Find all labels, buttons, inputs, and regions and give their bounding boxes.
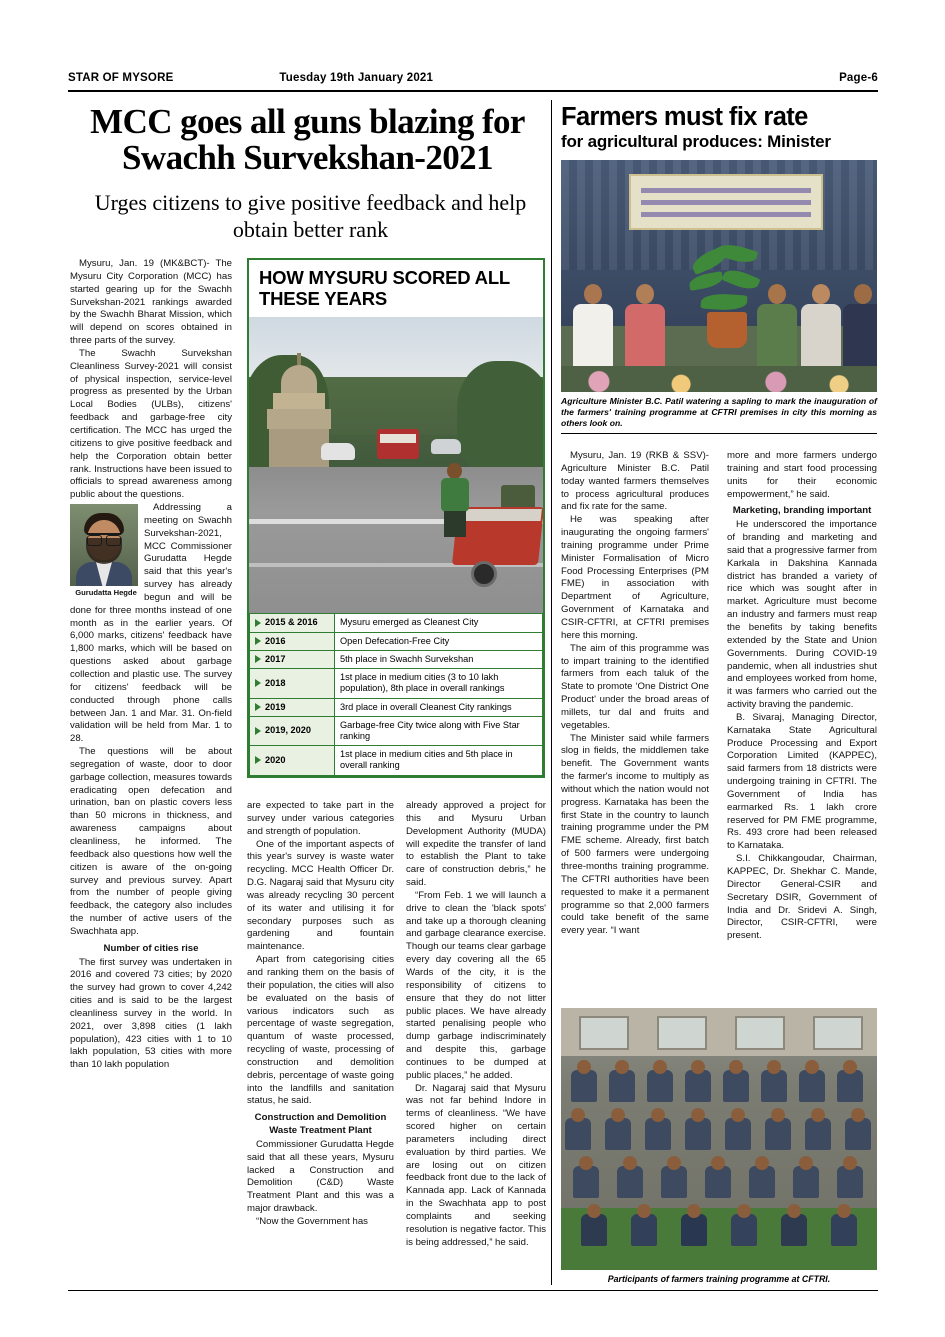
paragraph: The Minister said while farmers slog in fields, the middlemen take benefit. The Government wants the farmer's income to multiply as without which the nation would not progress. Karnataka has been the first State in the country to launch training programme under the PM FME scheme. Already, first batch of 500 farmers were undergoing three-months training programme. The CFTRI authorities have been requested to make it a permanent programme so that 2,000 farmers could take benefit of the same every year. “I want <box>561 732 709 937</box>
arrow-icon <box>255 619 261 627</box>
paragraph: Dr. Nagaraj said that Mysuru was not far behind Indore in terms of cleanliness. “We have scored higher on certain parameters including direct evaluation by third parties. We are losing out on citizen feedback front due to the lack of Kannada app. Lack of Kannada in the Swachhata app to post complaints and seeking resolution is negative factor. This is being addressed,” he said. <box>406 1082 546 1248</box>
table-cell-year: 2017 <box>250 650 335 668</box>
paragraph: He underscored the importance of branding and marketing and said that a progressive farmer from Karkala in Dakshina Kannada district has branded a variety of rice which was sought after in market. Agriculture must become an industry and farmers must reap the benefits by taking benefits extended by the State and Union Governments. During COVID-19 pandemic, when all industries shut and employees worked from home, it was farmers who carried out the activity braving the pandemic. <box>727 519 877 711</box>
arrow-icon <box>255 703 261 711</box>
arrow-icon <box>255 756 261 764</box>
paragraph: already approved a project for this and Mysuru Urban Development Authority (MUDA) will expedite the transfer of land to establish the Plant to take care of construction debris,” he said. <box>406 800 546 889</box>
paragraph: B. Sivaraj, Managing Director, Karnataka State Agricultural Produce Processing and Export Corporation Limited (KAPPEC), said farmers from 18 districts were undergoing training in CFTRI. The Government of India has earmarked Rs. 1 lakh crore reserved for PM FME programme, Rs. 493 crore had been released to Karnataka. <box>727 711 877 852</box>
paragraph: more and more farmers undergo training and start food processing units for their economic empowerment,” he said. <box>727 450 877 500</box>
issue-date: Tuesday 19th January 2021 <box>279 72 434 84</box>
footer-rule <box>68 1290 878 1291</box>
paragraph: The first survey was undertaken in 2016 and covered 73 cities; by 2020 the survey had grown to cover 4,242 cities and is said to be the largest cleanliness survey in the world. In 2021, over 3,898 cities (1 lakh population), 423 cities with 1 to 10 lakh population, 53 cities with more than 10 lakh population <box>70 956 232 1071</box>
arrow-icon <box>255 679 261 687</box>
portrait-photo <box>70 504 138 586</box>
left-column-1 <box>70 258 232 1072</box>
table-cell-year: 2020 <box>250 746 335 775</box>
right-column-2 <box>727 450 877 943</box>
infobox-how-mysuru-scored <box>247 258 545 778</box>
table-cell-text: Mysuru emerged as Cleanest City <box>335 614 543 632</box>
paragraph: Commissioner Gurudatta Hegde said that all these years, Mysuru lacked a Construction and Demolition (C&D) Waste Treatment Plant and this was a major drawback. <box>247 1138 394 1215</box>
table-row <box>250 650 543 668</box>
photo-minister-watering-sapling <box>561 160 877 392</box>
paragraph: The Swachh Survekshan Cleanliness Survey-2021 will consist of physical inspection, service-level progress as presented by the Urban Local Bodies (ULBs), citizens' feedback and garbage-free city certification. The MCC has urged the citizens to give positive feedback and help the Corporation obtain better rank. Instructions have been issued to officials to spread awareness among public about the questions. <box>70 347 232 501</box>
table-cell-year: 2015 & 2016 <box>250 614 335 632</box>
paragraph: are expected to take part in the survey under various categories and strength of population. <box>247 800 394 837</box>
paragraph: S.I. Chikkangoudar, Chairman, KAPPEC, Dr. Shekhar C. Mande, Director General-CSIR and Secretary DSIR, Government of India and Dr. Sridevi A. Singh, Director, CSIR-CFTRI, were present. <box>727 853 877 942</box>
right-column-1 <box>561 450 709 938</box>
table-row <box>250 716 543 745</box>
table-cell-year: 2018 <box>250 669 335 698</box>
publication-name: STAR OF MYSORE <box>68 72 174 84</box>
masthead <box>68 72 878 84</box>
subheading: Construction and Demolition Waste Treatment Plant <box>254 1112 387 1137</box>
table-cell-text: 1st place in medium cities (3 to 10 lakh population), 8th place in overall rankings <box>335 669 543 698</box>
left-headline: MCC goes all guns blazing for Swachh Survekshan-2021 <box>90 102 525 178</box>
paragraph: Mysuru, Jan. 19 (MK&BCT)- The Mysuru City Corporation (MCC) has started gearing up for the Swachh Survekshan-2021 rankings awarded by the Swachh Bharat Mission, which will depend on scores obtained in three parts of the survey. <box>70 258 232 347</box>
paragraph: Apart from categorising cities and ranking them on the basis of their population, the cities will also be evaluated on the basis of various indicators such as percentage of waste segregation, quantum of waste processed, recycling of waste, processing of construction and demolition debris, percentage of waste going into the landfills and sanitation status, he said. <box>247 954 394 1107</box>
paragraph: The questions will be about segregation of waste, door to door garbage collection, measures towards eradicating open defecation and urination, ban on plastic covers less than 50 microns in thickness, and awareness campaigns about cleanliness, he informed. The feedback also questions how well the citizen is aware of the on-going survey and previous survey. Apart from the number of people giving feedback, the category also includes the number of active users of the Swachhata app. <box>70 746 232 937</box>
table-cell-year: 2016 <box>250 632 335 650</box>
paragraph: The aim of this programme was to impart training to the identified farmers from each taluk of the State to promote ‘One District One Product' under the broad areas of millets, tur dal and fruits and vegetables. <box>561 642 709 731</box>
table-cell-text: 1st place in medium cities and 5th place in overall ranking <box>335 746 543 775</box>
table-cell-year: 2019 <box>250 698 335 716</box>
portrait-caption: Gurudatta Hegde <box>75 588 137 598</box>
right-headline-main: Farmers must fix rate <box>561 103 808 131</box>
portrait-figure <box>70 504 138 597</box>
paragraph: Mysuru, Jan. 19 (RKB & SSV)- Agriculture Minister B.C. Patil today wanted farmers themselves to process agricultural produces and fix rate for the same. <box>561 450 709 513</box>
paragraph: He was speaking after inaugurating the ongoing farmers' training programme under Prime Minister Formalisation of Micro Food Processing Enterprises (PM FME) in association with Department of Agriculture, Government of Karnataka and CSIR-CFTRI, at CFTRI premises here this morning. <box>561 514 709 641</box>
subheading: Marketing, branding important <box>732 505 872 517</box>
infobox-photo <box>249 317 543 613</box>
subheading: Number of cities rise <box>103 942 199 954</box>
paragraph: One of the important aspects of this year's survey is waste water recycling. MCC Health Officer Dr. D.G. Nagaraj said that Mysuru city was already recycling 30 percent of its water and utilising it for secondary purposes such as gardening and fountain maintenance. <box>247 838 394 953</box>
arrow-icon <box>255 655 261 663</box>
column-divider <box>551 100 552 1285</box>
left-column-2 <box>247 800 394 1229</box>
table-row <box>250 669 543 698</box>
right-headline-sub: for agricultural produces: Minister <box>561 131 831 151</box>
photo-caption-2: Participants of farmers training programme at CFTRI. <box>607 1274 831 1284</box>
paragraph: Addressing a meeting on Swachh Survekshan-2021, MCC Commissioner Gurudatta Hegde said that this year's survey has already begun and will be done for three months instead of one month as in the earlier years. Of 6,000 marks, citizens' feedback have 1,800 marks, which will be based on questions asked about garbage collection and plastic use. The survey for citizens' feedback will be conducted through phone calls between Jan. 1 and Mar. 31. On-field validation will be held from Mar. 1 to 28. <box>70 502 232 745</box>
table-cell-text: 3rd place in overall Cleanest City rankings <box>335 698 543 716</box>
arrow-icon <box>255 637 261 645</box>
table-row <box>250 614 543 632</box>
table-row <box>250 698 543 716</box>
right-headline <box>561 104 877 151</box>
table-row <box>250 746 543 775</box>
infobox-title: HOW MYSURU SCORED ALL THESE YEARS <box>259 267 510 309</box>
table-cell-text: Open Defecation-Free City <box>335 632 543 650</box>
photo-training-participants <box>561 1008 877 1270</box>
left-column-3 <box>406 800 546 1250</box>
page-number: Page-6 <box>839 72 878 84</box>
paragraph: “Now the Government has <box>256 1216 368 1227</box>
table-cell-text: 5th place in Swachh Survekshan <box>335 650 543 668</box>
table-row <box>250 632 543 650</box>
arrow-icon <box>255 727 261 735</box>
paragraph: “From Feb. 1 we will launch a drive to clean the 'black spots' and take up a thorough cleaning and garbage clearance exercise. Though our teams clear garbage every day covering all the 65 Wards of the city, it is the responsibility of citizens to ensure that they do not litter public places. We have already started penalising people who dump garbage indiscriminately and despite this, garbage continues to be dumped at public places,” he added. <box>406 889 546 1081</box>
table-cell-text: Garbage-free City twice along with Five Star ranking <box>335 716 543 745</box>
scores-table <box>249 613 543 775</box>
table-cell-year: 2019, 2020 <box>250 716 335 745</box>
left-deck: Urges citizens to give positive feedback and help obtain better rank <box>94 190 527 242</box>
photo-caption-1: Agriculture Minister B.C. Patil watering a sapling to mark the inauguration of the farmers' training programme at CFTRI premises in city this morning as others look on. <box>561 396 877 434</box>
masthead-rule <box>68 90 878 92</box>
